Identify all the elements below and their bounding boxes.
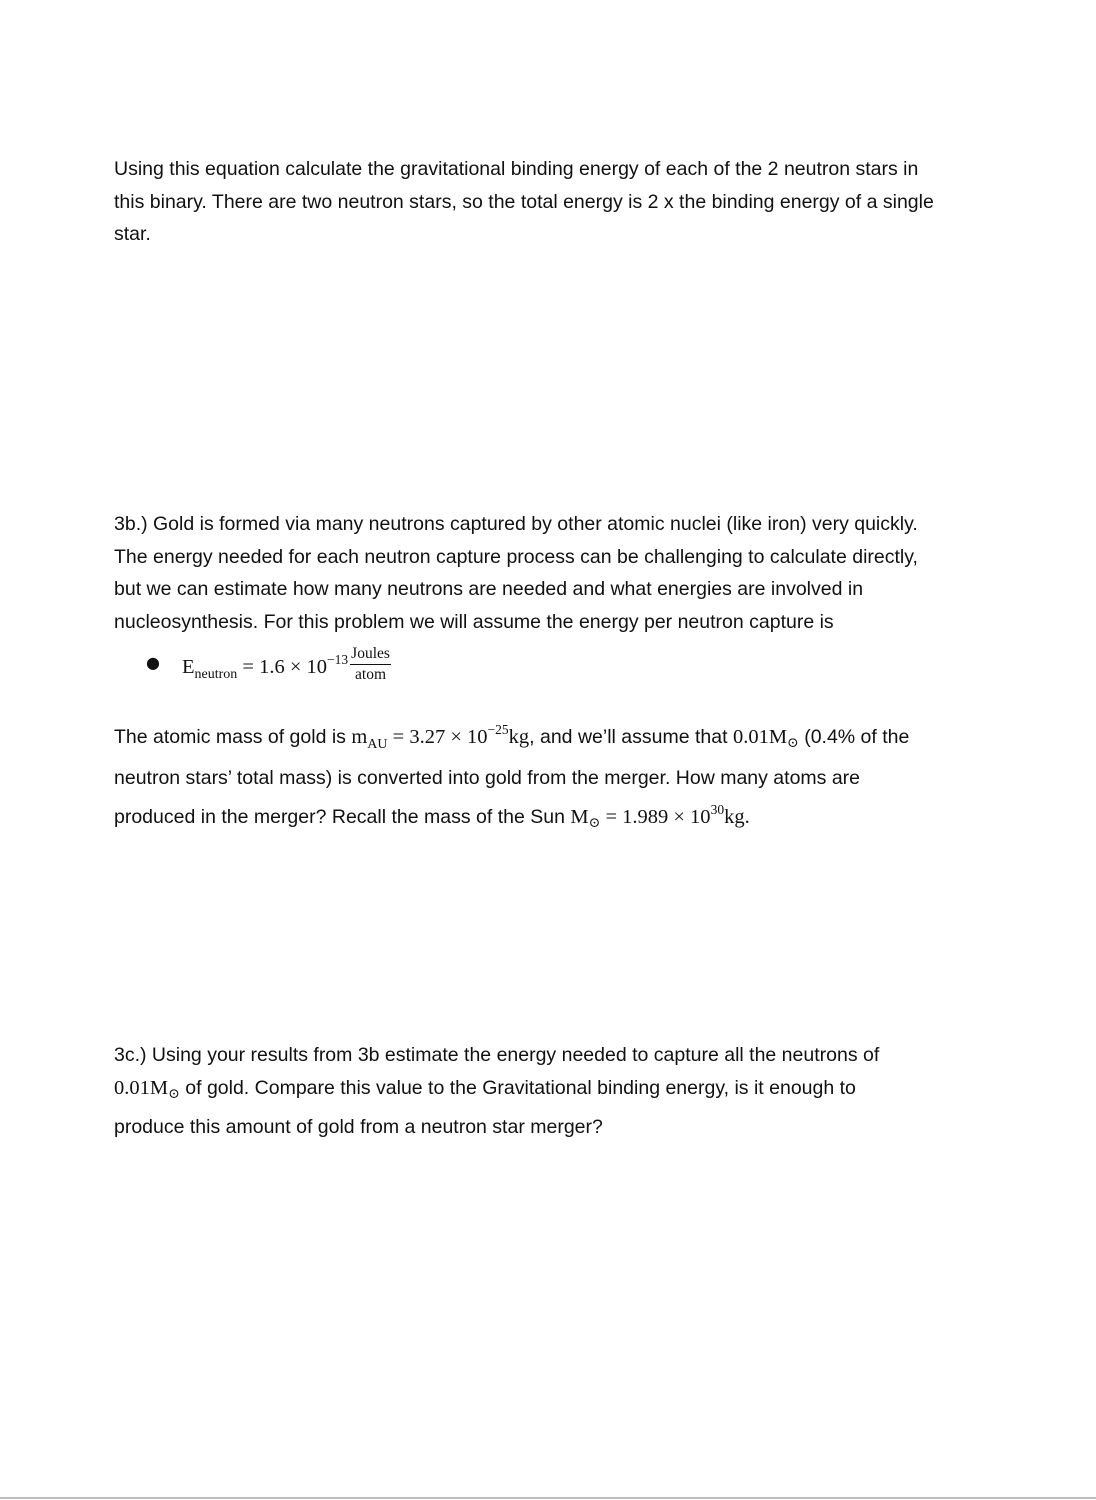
text-line: The energy needed for each neutron capture process can be challenging to calculate directly, bbox=[114, 545, 918, 568]
fraction-numerator: Joules bbox=[350, 645, 391, 665]
gold-mass-symbol bbox=[351, 722, 530, 752]
energy-symbol: E bbox=[182, 656, 195, 679]
bullet-icon: ● bbox=[146, 653, 160, 672]
solar-fraction-value: 0.01M bbox=[114, 1076, 169, 1099]
text-run: produced in the merger? Recall the mass of the Sun bbox=[114, 806, 571, 828]
solar-mass-equation bbox=[570, 802, 750, 831]
solar-fraction bbox=[732, 726, 799, 751]
text-line: star. bbox=[114, 223, 151, 245]
text-line: 3c.) Using your results from 3b estimate the energy needed to capture all the neutrons of bbox=[114, 1044, 880, 1066]
text-line bbox=[114, 714, 1014, 762]
solar-fraction bbox=[114, 1076, 180, 1102]
page-bottom-edge bbox=[0, 1497, 1096, 1499]
energy-exponent: −13 bbox=[327, 652, 349, 668]
neutron-energy-equation bbox=[182, 645, 391, 688]
text-run: The atomic mass of gold is bbox=[114, 726, 352, 748]
mass-unit: kg bbox=[508, 726, 530, 748]
solar-mass-unit: kg. bbox=[724, 806, 750, 828]
sun-symbol-icon: ⊙ bbox=[588, 816, 601, 831]
text-line bbox=[114, 1072, 1014, 1112]
text-run: , and we’ll assume that bbox=[529, 726, 733, 748]
fraction-denominator: atom bbox=[355, 666, 387, 683]
text-line: produce this amount of gold from a neutron star merger? bbox=[114, 1116, 603, 1138]
binding-energy-instruction bbox=[114, 153, 1014, 251]
text-line: Using this equation calculate the gravitational binding energy of each of the 2 neutron stars in bbox=[114, 158, 919, 180]
solar-mass-value: = 1.989 × 10 bbox=[600, 806, 711, 828]
mass-subscript: AU bbox=[367, 737, 388, 752]
sun-symbol-icon: ⊙ bbox=[168, 1086, 180, 1102]
solar-fraction-value: 0.01M bbox=[732, 726, 788, 748]
text-line bbox=[114, 794, 1014, 841]
energy-value: = 1.6 × 10 bbox=[237, 656, 328, 679]
energy-unit-fraction bbox=[350, 645, 391, 684]
mass-symbol: m bbox=[351, 726, 368, 748]
text-run: (0.4% of the bbox=[798, 726, 910, 748]
mass-exponent: −25 bbox=[487, 722, 509, 737]
question-3b-intro bbox=[114, 508, 1014, 638]
neutron-energy-bullet bbox=[146, 638, 646, 686]
mass-value: = 3.27 × 10 bbox=[387, 726, 488, 748]
text-line: neutron stars’ total mass) is converted into gold from the merger. How many atoms are bbox=[114, 766, 861, 789]
text-line: nucleosynthesis. For this problem we will assume the energy per neutron capture is bbox=[114, 610, 834, 633]
text-line: 3b.) Gold is formed via many neutrons captured by other atomic nuclei (like iron) very quickly. bbox=[114, 513, 918, 535]
question-3c bbox=[114, 1039, 1014, 1144]
text-run: of gold. Compare this value to the Gravitational binding energy, is it enough to bbox=[179, 1076, 856, 1099]
text-line: this binary. There are two neutron stars, so the total energy is 2 x the binding energy of a single bbox=[114, 190, 934, 213]
gold-mass-paragraph bbox=[114, 714, 1014, 841]
solar-mass-symbol: M bbox=[570, 806, 589, 828]
solar-mass-exponent: 30 bbox=[710, 802, 725, 817]
text-line: but we can estimate how many neutrons are needed and what energies are involved in bbox=[114, 578, 864, 600]
sun-symbol-icon: ⊙ bbox=[787, 736, 799, 751]
energy-subscript: neutron bbox=[194, 667, 238, 683]
